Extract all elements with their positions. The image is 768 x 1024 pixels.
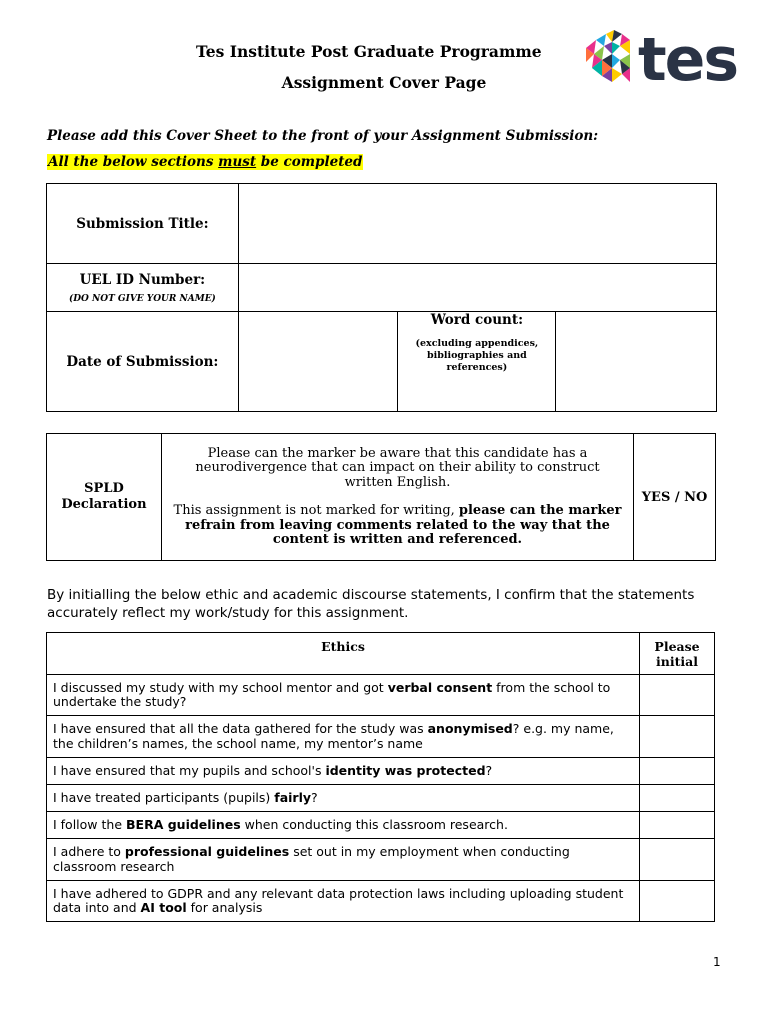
requirement-text-pre: All the below sections <box>48 154 219 170</box>
initial-field[interactable] <box>640 881 715 922</box>
statement-text: I adhere to <box>53 844 125 859</box>
ethics-rows <box>47 675 715 922</box>
ethics-row <box>47 675 715 716</box>
submission-title-row <box>47 184 717 264</box>
initial-field[interactable] <box>640 675 715 716</box>
spld-yes-no[interactable]: YES / NO <box>634 434 716 561</box>
uel-id-field[interactable] <box>238 264 716 312</box>
spld-row <box>47 434 716 561</box>
spld-label: SPLD Declaration <box>47 434 162 561</box>
word-count-note: (excluding appendices, bibliographies and references) <box>415 338 539 373</box>
requirement-text-post: be completed <box>256 154 363 170</box>
statement-text: I have ensured that all the data gathered for the study was <box>53 721 428 736</box>
spld-declaration-table <box>46 433 716 561</box>
statement-emphasis: BERA guidelines <box>126 816 241 832</box>
ethics-statement <box>47 881 640 922</box>
ethics-header: Ethics <box>47 633 640 675</box>
title-line-1: Tes Institute Post Graduate Programme <box>196 42 542 61</box>
initial-field[interactable] <box>640 716 715 758</box>
tes-logo <box>582 26 738 86</box>
spld-text-2 <box>170 504 625 548</box>
ethics-statement <box>47 675 640 716</box>
statement-text: I have treated participants (pupils) <box>53 789 275 805</box>
statement-emphasis: professional guidelines <box>124 844 290 859</box>
intro-instruction: Please add this Cover Sheet to the front of your Assignment Submission: <box>47 128 599 144</box>
initial-field[interactable] <box>640 812 715 839</box>
date-field[interactable] <box>238 312 398 412</box>
intro-requirement <box>47 154 363 170</box>
date-label: Date of Submission: <box>47 312 239 412</box>
statement-text-end: ? e.g. my name, the children’s names, the school name, my mentor’s name <box>53 721 614 751</box>
ethics-row <box>47 839 715 881</box>
tes-logo-mark-icon <box>582 26 738 86</box>
word-count-field[interactable] <box>556 312 717 412</box>
ethics-table <box>46 632 715 922</box>
ethics-statement <box>47 785 640 812</box>
statement-text: I discussed my study with my school mentor and got <box>53 679 388 695</box>
initial-field[interactable] <box>640 839 715 881</box>
date-wordcount-row <box>47 312 717 412</box>
ethics-row <box>47 785 715 812</box>
initial-header: Please initial <box>640 633 715 675</box>
ethics-statement <box>47 716 640 758</box>
uel-id-row <box>47 264 717 312</box>
ethics-row <box>47 758 715 785</box>
statement-emphasis: fairly <box>274 789 312 805</box>
page-number: 1 <box>713 955 721 969</box>
word-count-label-cell <box>398 312 556 412</box>
statement-text-end: from the school to undertake the study? <box>53 679 611 709</box>
spld-text-cell <box>161 434 633 561</box>
ethics-statement <box>47 812 640 839</box>
statement-emphasis: identity was protected <box>325 762 486 778</box>
statement-text: I have ensured that my pupils and school's <box>53 762 326 778</box>
initial-field[interactable] <box>640 785 715 812</box>
ethics-row <box>47 812 715 839</box>
statement-emphasis: AI tool <box>140 900 187 915</box>
ethics-header-row <box>47 633 715 675</box>
ethics-statement <box>47 758 640 785</box>
statement-text: I have adhered to GDPR and any relevant data protection laws including uploading student data into and <box>53 885 624 915</box>
confirmation-statement: By initialling the below ethic and academic discourse statements, I confirm that the statements accurately reflect my work/study for this assignment. <box>47 587 695 621</box>
statement-text-end: set out in my employment when conducting classroom research <box>53 844 570 874</box>
ethics-statement <box>47 839 640 881</box>
uel-id-label-cell <box>47 264 239 312</box>
submission-info-table <box>46 183 717 412</box>
statement-emphasis: anonymised <box>427 721 513 736</box>
statement-text-end: when conducting this classroom research. <box>240 816 508 832</box>
statement-text: I follow the <box>53 816 126 832</box>
ethics-row <box>47 716 715 758</box>
statement-text-end: ? <box>485 762 493 778</box>
word-count-label: Word count: <box>430 312 524 328</box>
title-line-2: Assignment Cover Page <box>281 73 487 92</box>
requirement-emphasis: must <box>218 154 257 170</box>
statement-text-end: for analysis <box>186 900 263 915</box>
logo-text: tes <box>638 26 738 86</box>
submission-title-field[interactable] <box>238 184 716 264</box>
spld-text-2-bold: please can the marker refrain from leaving comments related to the way that the content is written and referenced. <box>185 503 622 547</box>
submission-title-label: Submission Title: <box>47 184 239 264</box>
uel-id-label: UEL ID Number: <box>79 271 206 288</box>
statement-text-end: ? <box>311 789 318 805</box>
uel-id-note: (DO NOT GIVE YOUR NAME) <box>68 293 216 304</box>
spld-text-1: Please can the marker be aware that this candidate has a neurodivergence that can impact on their ability to construct written English. <box>195 445 600 490</box>
statement-emphasis: verbal consent <box>387 679 493 695</box>
spld-text-2-pre: This assignment is not marked for writing, <box>173 503 459 518</box>
ethics-row <box>47 881 715 922</box>
initial-field[interactable] <box>640 758 715 785</box>
